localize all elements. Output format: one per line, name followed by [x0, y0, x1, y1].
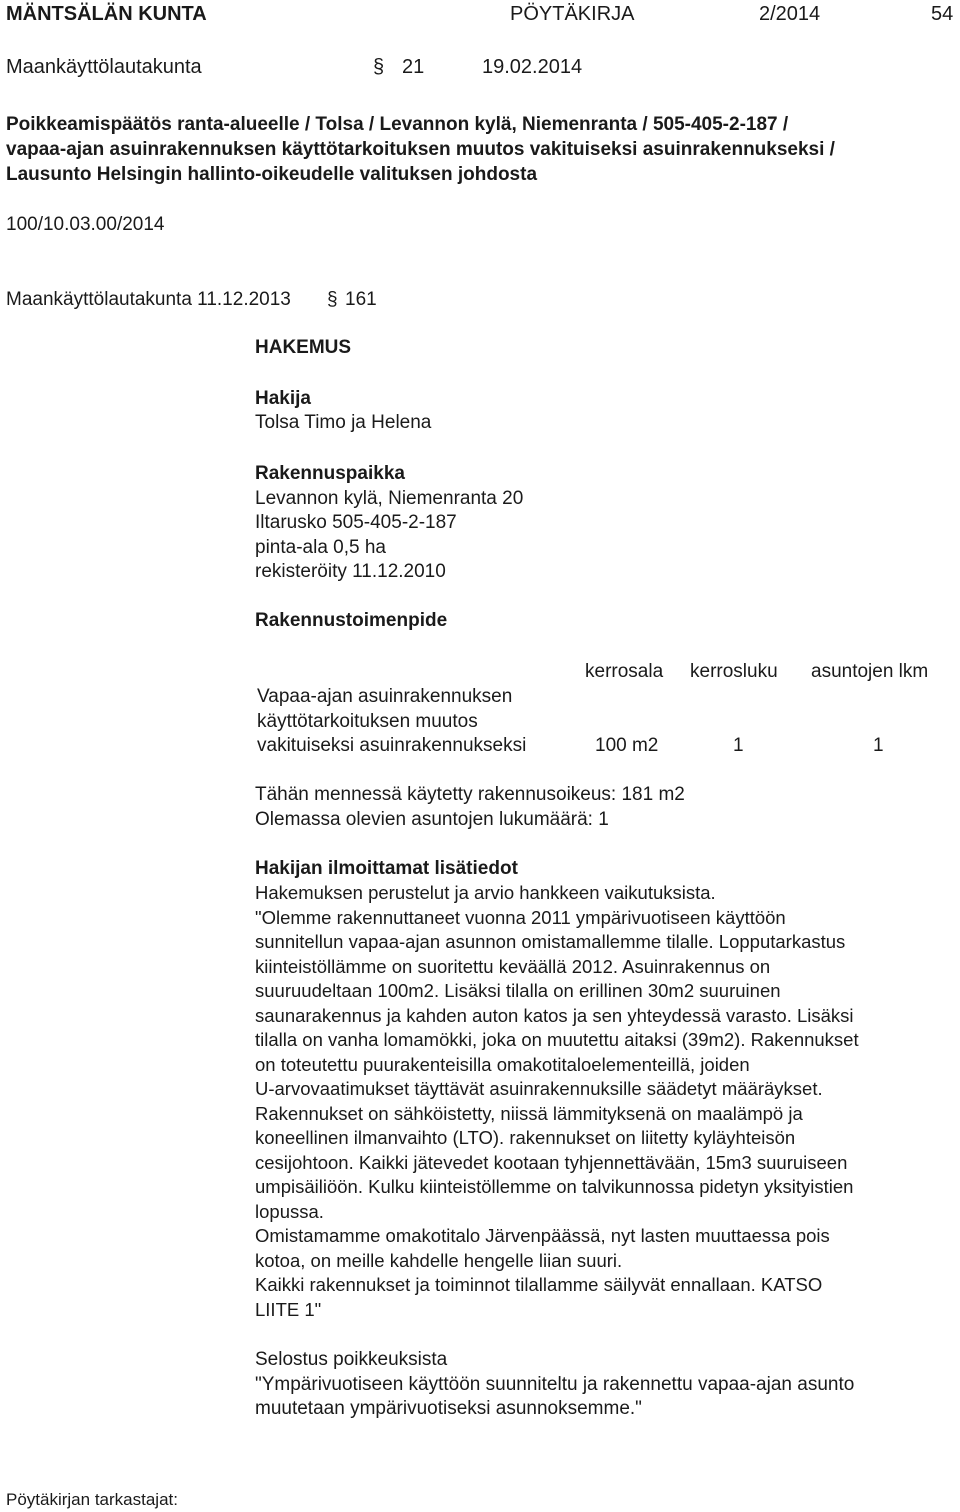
section-sign: §	[373, 56, 385, 78]
deviation-heading: Selostus poikkeuksista	[255, 1349, 448, 1370]
body-line: Omistamamme omakotitalo Järvenpäässä, nyt lasten muuttaessa pois	[255, 1225, 830, 1246]
prior-section-number: 161	[345, 289, 377, 310]
application-heading: HAKEMUS	[255, 337, 352, 358]
prior-section-sign: §	[327, 289, 338, 310]
document-number: 2/2014	[759, 3, 821, 25]
table-description-line: käyttötarkoituksen muutos	[257, 711, 478, 732]
site-line: rekisteröity 11.12.2010	[255, 561, 446, 582]
board-name: Maankäyttölautakunta	[6, 56, 202, 78]
body-line: kotoa, on meille kahdelle hengelle liian suuri.	[255, 1249, 623, 1271]
matter-title-line: Poikkeamispäätös ranta-alueelle / Tolsa / Levannon kylä, Niemenranta / 505-405-2-187 /	[6, 114, 789, 135]
usage-line: Tähän mennessä käytetty rakennusoikeus: 181 m2	[255, 784, 685, 805]
table-value-dwellings: 1	[873, 735, 884, 756]
body-line: Hakemuksen perustelut ja arvio hankkeen vaikutuksista.	[255, 882, 716, 903]
reference-number: 100/10.03.00/2014	[6, 214, 165, 235]
matter-title-line: Lausunto Helsingin hallinto-oikeudelle valituksen johdosta	[6, 164, 538, 185]
site-line: pinta-ala 0,5 ha	[255, 537, 386, 558]
table-header-floor-area: kerrosala	[585, 661, 664, 682]
document-type: PÖYTÄKIRJA	[510, 3, 635, 25]
body-line: sunnitellun vapaa-ajan asunnon omistamallemme tilalle. Lopputarkastus	[255, 931, 846, 952]
additional-info-heading: Hakijan ilmoittamat lisätiedot	[255, 858, 518, 879]
body-line: umpisäiliöön. Kulku kiinteistöllemme on talvikunnossa pidetyn yksityistien	[255, 1176, 854, 1197]
page-number: 54	[931, 3, 954, 25]
table-header-floors: kerrosluku	[690, 661, 778, 682]
body-line: Rakennukset on sähköistetty, niissä lämmityksenä on maalämpö ja	[255, 1102, 803, 1124]
footer-inspectors-label: Pöytäkirjan tarkastajat:	[6, 1490, 178, 1509]
deviation-line: muutetaan ympärivuotiseksi asunnoksemme."	[255, 1398, 642, 1419]
body-line: "Olemme rakennuttaneet vuonna 2011 ympärivuotiseen käyttöön	[255, 906, 786, 928]
site-label: Rakennuspaikka	[255, 463, 405, 484]
applicant-name: Tolsa Timo ja Helena	[255, 412, 432, 433]
body-line: lopussa.	[255, 1200, 324, 1222]
site-line: Iltarusko 505-405-2-187	[255, 512, 457, 533]
measure-label: Rakennustoimenpide	[255, 610, 448, 631]
prior-board-date: Maankäyttölautakunta 11.12.2013	[6, 289, 291, 310]
body-line: kiinteistöllämme on suoritettu keväällä 2012. Asuinrakennus on	[255, 955, 771, 977]
section-number: 21	[402, 56, 425, 78]
site-line: Levannon kylä, Niemenranta 20	[255, 488, 524, 509]
body-line: on toteutettu puurakenteisilla omakotitaloelementeillä, joiden	[255, 1053, 750, 1075]
body-line: Kaikki rakennukset ja toiminnot tilallamme säilyvät ennallaan. KATSO	[255, 1274, 823, 1295]
usage-line: Olemassa olevien asuntojen lukumäärä: 1	[255, 809, 609, 830]
table-description-line: Vapaa-ajan asuinrakennuksen	[257, 686, 513, 707]
body-line: cesijohtoon. Kaikki jätevedet kootaan tyhjennettävään, 15m3 suuruiseen	[255, 1151, 848, 1173]
body-line: saunarakennus ja kahden auton katos ja sen yhteydessä varasto. Lisäksi	[255, 1004, 854, 1026]
additional-info-body	[255, 881, 859, 1322]
table-header-dwellings: asuntojen lkm	[811, 661, 929, 682]
table-value-floor-area: 100 m2	[595, 735, 659, 756]
municipality-name: MÄNTSÄLÄN KUNTA	[6, 3, 207, 25]
body-line: tilalla on vanha lomamökki, joka on muutettu aitaksi (39m2). Rakennukset	[255, 1029, 859, 1050]
body-line: U-arvovaatimukset täyttävät asuinrakennuksille säädetyt määräykset.	[255, 1078, 823, 1099]
matter-title-line: vapaa-ajan asuinrakennuksen käyttötarkoituksen muutos vakituiseksi asuinrakennukseksi /	[6, 139, 835, 160]
body-line: koneellinen ilmanvaihto (LTO). rakennukset on liitetty kyläyhteisön	[255, 1127, 796, 1148]
deviation-line: "Ympärivuotiseen käyttöön suunniteltu ja rakennettu vapaa-ajan asunto	[255, 1374, 855, 1395]
body-line: LIITE 1"	[255, 1298, 322, 1320]
table-description-line: vakituiseksi asuinrakennukseksi	[257, 735, 527, 756]
applicant-label: Hakija	[255, 388, 311, 409]
table-value-floors: 1	[733, 735, 744, 756]
body-line: suuruudeltaan 100m2. Lisäksi tilalla on erillinen 30m2 suuruinen	[255, 980, 781, 1001]
meeting-date: 19.02.2014	[482, 56, 583, 78]
